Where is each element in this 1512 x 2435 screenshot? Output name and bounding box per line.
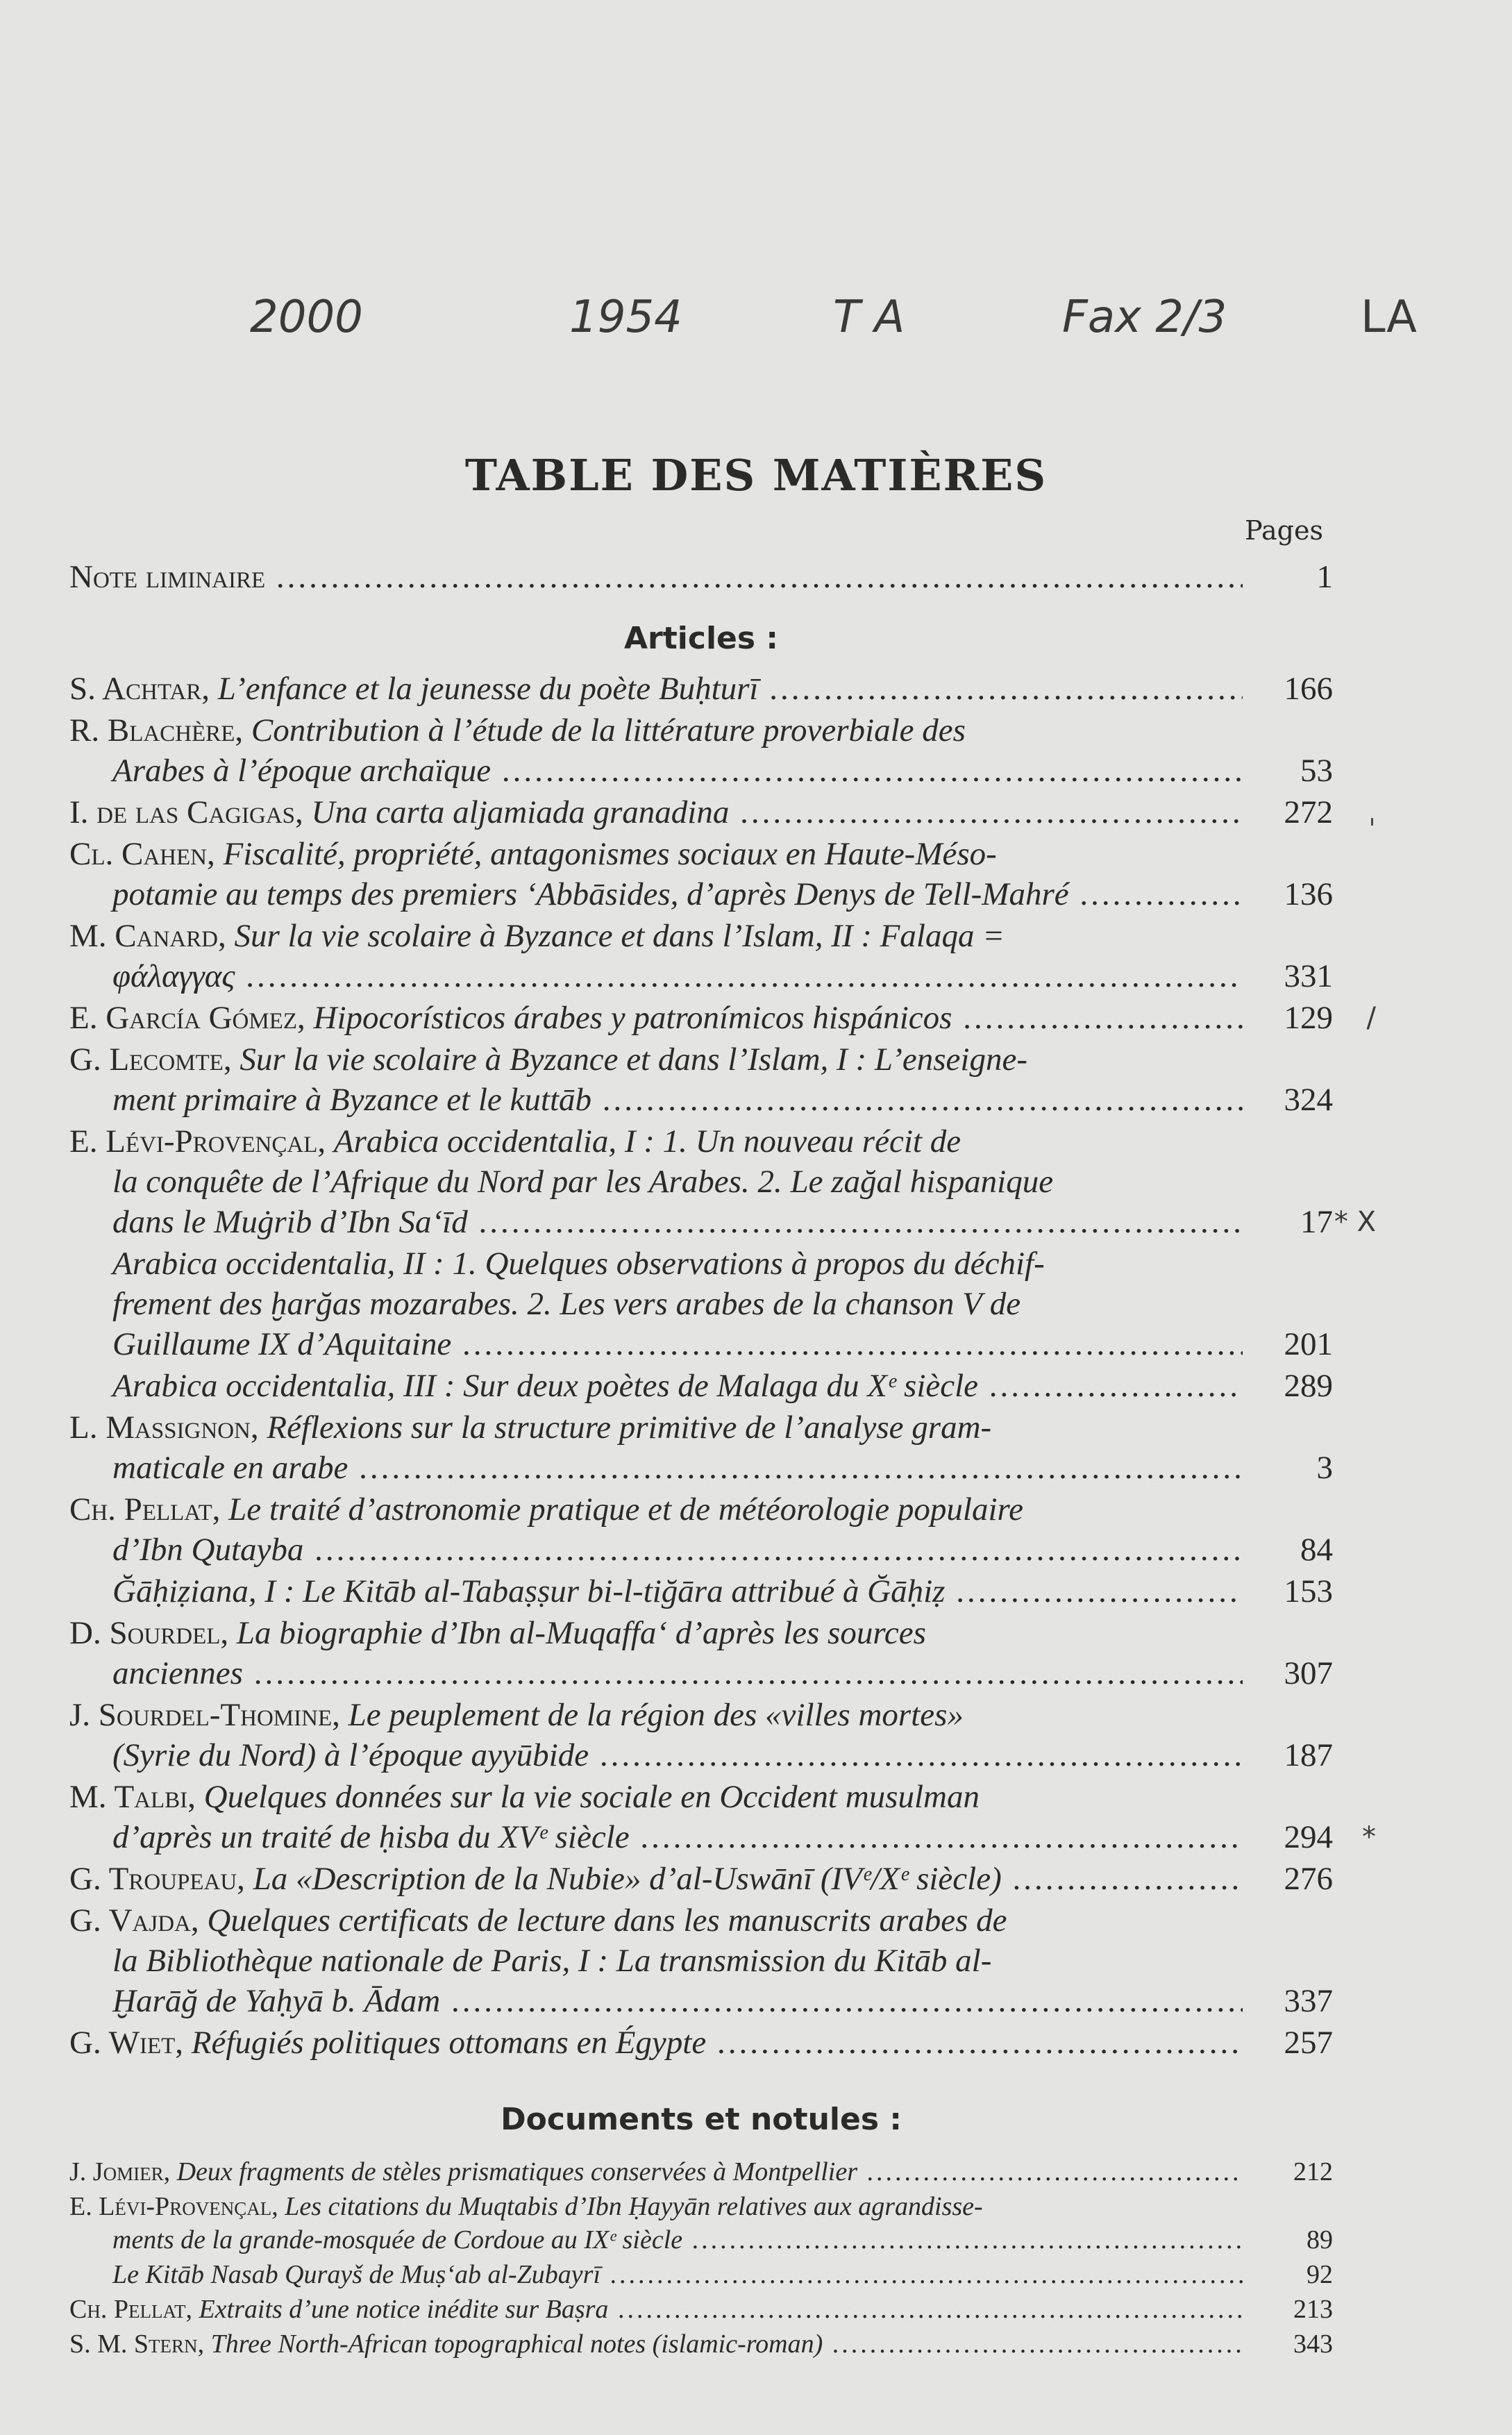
- toc-title-line: Sur la vie scolaire à Byzance et dans l’Islam, I : L’enseigne-: [240, 1041, 1027, 1078]
- toc-title-line: Sur la vie scolaire à Byzance et dans l’Islam, II : Falaqa =: [234, 918, 1005, 954]
- toc-author: E. Lévi-Provençal: [69, 1123, 318, 1160]
- toc-page-number: 343: [1293, 2329, 1333, 2359]
- section-heading-articles: Articles :: [624, 621, 778, 656]
- toc-page-number: 17: [1300, 1204, 1333, 1240]
- toc-author: G. Vajda: [69, 1902, 191, 1939]
- toc-entry-note: [69, 557, 1333, 597]
- toc-title-line: anciennes: [112, 1655, 243, 1691]
- toc-author: J. Jomier: [69, 2157, 164, 2186]
- toc-page-number: 53: [1300, 753, 1333, 789]
- toc-page-number: 294: [1284, 1819, 1333, 1855]
- toc-title-line: ment primaire à Byzance et le kuttāb: [112, 1082, 592, 1118]
- toc-author: Ch. Pellat: [69, 2295, 186, 2324]
- documents-list: [69, 2155, 1333, 2361]
- toc-author: M. Talbi: [69, 1779, 188, 1815]
- toc-title-line: Three North-African topographical notes (islamic-roman): [210, 2329, 823, 2359]
- toc-page-number: 1: [1316, 559, 1333, 595]
- handwritten-note: 1954: [569, 292, 682, 343]
- toc-author: I. de las Cagigas: [69, 794, 295, 830]
- toc-author: J. Sourdel-Thomine: [69, 1697, 333, 1733]
- toc-author: S. M. Stern: [69, 2329, 198, 2359]
- handwritten-note: LA: [1361, 292, 1417, 343]
- handwritten-annotations: [250, 292, 1444, 368]
- toc-page-number: 187: [1284, 1737, 1333, 1773]
- toc-title-line: dans le Muġrib d’Ibn Sa‘īd: [112, 1204, 468, 1240]
- toc-author: M. Canard: [69, 918, 218, 954]
- toc-title-line: L’enfance et la jeunesse du poète Buḥturī: [217, 671, 759, 707]
- toc-title-line: Fiscalité, propriété, antagonismes sociaux en Haute-Méso-: [223, 836, 997, 872]
- handwritten-mark: ˌ: [1368, 796, 1376, 828]
- toc-entry: [69, 2258, 1333, 2291]
- toc-page-number: 212: [1293, 2157, 1333, 2186]
- toc-title-line: Arabica occidentalia, II : 1. Quelques observations à propos du déchif-: [112, 1246, 1045, 1282]
- toc-title-line: maticale en arabe: [112, 1450, 348, 1486]
- toc-author: E. García Gómez: [69, 1000, 298, 1036]
- toc-author: G. Wiet: [69, 2025, 176, 2061]
- toc-entry: D. Sourdel, La biographie d’Ibn al-Muqaffa‘ d’après les sources anciennes ..... 307: [69, 1613, 1333, 1693]
- toc-title-line: ments de la grande-mosquée de Cordoue au IXᵉ siècle: [112, 2225, 683, 2254]
- handwritten-mark: *: [1362, 1821, 1376, 1853]
- toc-title-line: la Bibliothèque nationale de Paris, I : La transmission du Kitāb al-: [112, 1943, 992, 1979]
- toc-author: Cl. Cahen: [69, 836, 208, 872]
- handwritten-note: Fax 2/3: [1062, 292, 1227, 343]
- toc-entry: J. Sourdel-Thomine, Le peuplement de la région des «villes mortes» (Syrie du Nord) à l’époque ayyūbide ..... 187: [69, 1695, 1333, 1775]
- toc-page-number: 331: [1284, 958, 1333, 994]
- toc-author: G. Troupeau: [69, 1861, 237, 1897]
- toc-title-line: Arabica occidentalia, I : 1. Un nouveau récit de: [333, 1123, 961, 1160]
- toc-title-line: (Syrie du Nord) à l’époque ayyūbide: [112, 1737, 589, 1773]
- toc-entry: S. Achtar, L’enfance et la jeunesse du poète Buḥturī ..... 166: [69, 669, 1333, 709]
- toc-page-number: 324: [1284, 1082, 1333, 1118]
- toc-author: E. Lévi-Provençal: [69, 2192, 272, 2221]
- pages-column-label: Pages: [1245, 515, 1323, 546]
- toc-author: L. Massignon: [69, 1409, 251, 1446]
- toc-entry: [69, 1571, 1333, 1612]
- toc-title-line: la conquête de l’Afrique du Nord par les Arabes. 2. Le zağal hispanique: [112, 1164, 1054, 1200]
- toc-entry: [69, 1244, 1333, 1364]
- toc-author: Ch. Pellat: [69, 1491, 212, 1528]
- toc-title-line: Contribution à l’étude de la littérature proverbiale des: [251, 712, 966, 748]
- toc-entry: S. M. Stern, Three North-African topographical notes (islamic-roman) ..... 343: [69, 2327, 1333, 2361]
- toc-title-line: Extraits d’une notice inédite sur Baṣra: [199, 2295, 609, 2324]
- toc-label: Note liminaire: [69, 559, 266, 595]
- toc-title-line: Arabica occidentalia, III : Sur deux poètes de Malaga du Xᵉ siècle: [112, 1368, 979, 1404]
- toc-page-number: 136: [1284, 876, 1333, 912]
- toc-page-number: 166: [1284, 671, 1333, 707]
- page-title: TABLE DES MATIÈRES: [464, 450, 1048, 501]
- toc-entry: Ch. Pellat, Le traité d’astronomie pratique et de météorologie populaire d’Ibn Qutayba ..... 84: [69, 1489, 1333, 1570]
- toc-page-number: 272: [1284, 794, 1333, 830]
- toc-title-line: Les citations du Muqtabis d’Ibn Ḥayyān relatives aux agrandisse-: [285, 2192, 983, 2221]
- toc-page-number: 307: [1284, 1655, 1333, 1691]
- toc-title-line: Le traité d’astronomie pratique et de météorologie populaire: [228, 1491, 1023, 1528]
- toc-title-line: Réflexions sur la structure primitive de l’analyse gram-: [267, 1409, 992, 1446]
- toc-title-line: frement des ḫarğas mozarabes. 2. Les vers arabes de la chanson V de: [112, 1286, 1021, 1322]
- toc-title-line: La biographie d’Ibn al-Muqaffa‘ d’après les sources: [236, 1615, 926, 1651]
- toc-page-number: 337: [1284, 1983, 1333, 2019]
- toc-author: R. Blachère: [69, 712, 235, 748]
- toc-author: D. Sourdel: [69, 1615, 221, 1651]
- toc-author: S. Achtar: [69, 671, 202, 707]
- toc-title-line: Guillaume IX d’Aquitaine: [112, 1326, 452, 1362]
- toc-title-line: d’Ibn Qutayba: [112, 1532, 304, 1568]
- articles-list: [69, 669, 1376, 2063]
- toc-title-line: Réfugiés politiques ottomans en Égypte: [191, 2025, 707, 2061]
- toc-page-number: 89: [1307, 2225, 1333, 2254]
- toc-title-line: Le Kitāb Nasab Qurayš de Muṣ‘ab al-Zubayrī: [112, 2260, 600, 2289]
- toc-page-number: 201: [1284, 1326, 1333, 1362]
- toc-entry: Cl. Cahen, Fiscalité, propriété, antagonismes sociaux en Haute-Méso- potamie au temps des premiers ‘Abbāsides, d’après Denys de Tell-Mahré ..... 136: [69, 834, 1333, 914]
- handwritten-note: T A: [833, 292, 905, 343]
- toc-title-line: Quelques certificats de lecture dans les manuscrits arabes de: [207, 1902, 1007, 1939]
- toc-title-line: Deux fragments de stèles prismatiques conservées à Montpellier: [176, 2157, 857, 2186]
- toc-title-line: d’après un traité de ḥisba du XVᵉ siècle: [112, 1819, 630, 1855]
- toc-page-number: 3: [1316, 1450, 1333, 1486]
- toc-page-number: 257: [1284, 2025, 1333, 2061]
- toc-author: G. Lecomte: [69, 1041, 224, 1078]
- toc-title-line: La «Description de la Nubie» d’al-Uswānī (IVᵉ/Xᵉ siècle): [253, 1861, 1002, 1897]
- toc-page-number: 276: [1284, 1861, 1333, 1897]
- toc-entry: G. Wiet, Réfugiés politiques ottomans en Égypte ..... 257: [69, 2023, 1333, 2063]
- toc-entry: Ch. Pellat, Extraits d’une notice inédite sur Baṣra ..... 213: [69, 2293, 1333, 2326]
- toc-entry: E. Lévi-Provençal, Les citations du Muqtabis d’Ibn Ḥayyān relatives aux agrandisse- ments de la grande-mosquée de Cordoue au IXᵉ siècle ..... 89: [69, 2190, 1333, 2257]
- table-of-contents: [69, 555, 1376, 2361]
- toc-entry: G. Troupeau, La «Description de la Nubie» d’al-Uswānī (IVᵉ/Xᵉ siècle) ..... 276: [69, 1859, 1333, 1899]
- toc-page-number: 153: [1284, 1573, 1333, 1609]
- toc-entry: [69, 1366, 1333, 1406]
- toc-entry: M. Talbi, Quelques données sur la vie sociale en Occident musulman d’après un traité de ḥisba du XVᵉ siècle ..... 294 *: [69, 1777, 1333, 1857]
- toc-entry: J. Jomier, Deux fragments de stèles prismatiques conservées à Montpellier ..... 212: [69, 2155, 1333, 2189]
- handwritten-mark: * X: [1334, 1206, 1376, 1238]
- toc-entry: G. Lecomte, Sur la vie scolaire à Byzance et dans l’Islam, I : L’enseigne- ment primaire à Byzance et le kuttāb ..... 324: [69, 1039, 1333, 1120]
- handwritten-mark: /: [1366, 1002, 1376, 1034]
- toc-page-number: 129: [1284, 1000, 1333, 1036]
- toc-title-line: Le peuplement de la région des «villes mortes»: [348, 1697, 964, 1733]
- toc-entry: E. Lévi-Provençal, Arabica occidentalia, I : 1. Un nouveau récit de la conquête de l’Afrique du Nord par les Arabes. 2. Le zağal hispanique dans le Muġrib d’Ibn Sa‘īd ..... 17 * X: [69, 1121, 1333, 1242]
- handwritten-note: 2000: [250, 292, 363, 343]
- toc-title-line: Quelques données sur la vie sociale en Occident musulman: [203, 1779, 980, 1815]
- toc-entry: E. García Gómez, Hipocorísticos árabes y patronímicos hispánicos ..... 129 /: [69, 998, 1333, 1038]
- toc-entry: I. de las Cagigas, Una carta aljamiada granadina ..... 272 ˌ: [69, 792, 1333, 832]
- toc-title-line: Ğāḥiẓiana, I : Le Kitāb al-Tabaṣṣur bi-l-tiğāra attribué à Ğāḥiẓ: [112, 1573, 946, 1609]
- toc-entry: R. Blachère, Contribution à l’étude de la littérature proverbiale des Arabes à l’époque archaïque ..... 53: [69, 710, 1333, 791]
- toc-title-line: Hipocorísticos árabes y patronímicos hispánicos: [313, 1000, 952, 1036]
- toc-title-line: potamie au temps des premiers ‘Abbāsides, d’après Denys de Tell-Mahré: [112, 876, 1069, 912]
- toc-entry: M. Canard, Sur la vie scolaire à Byzance et dans l’Islam, II : Falaqa = φάλαγγας ..... 331: [69, 916, 1333, 996]
- toc-page-number: 213: [1293, 2295, 1333, 2324]
- section-heading-documents: Documents et notules :: [501, 2102, 902, 2137]
- toc-entry: G. Vajda, Quelques certificats de lecture dans les manuscrits arabes de la Bibliothèque nationale de Paris, I : La transmission du Kitāb al- Ḫarāğ de Yaḥyā b. Ādam ..... 337: [69, 1900, 1333, 2021]
- toc-page-number: 289: [1284, 1368, 1333, 1404]
- toc-entry: L. Massignon, Réflexions sur la structure primitive de l’analyse gram- maticale en arabe ..... 3: [69, 1407, 1333, 1488]
- toc-title-line: Ḫarāğ de Yaḥyā b. Ādam: [112, 1983, 441, 2019]
- toc-page-number: 92: [1307, 2260, 1333, 2289]
- toc-title-line: φάλαγγας: [112, 958, 235, 994]
- toc-title-line: Una carta aljamiada granadina: [311, 794, 730, 830]
- toc-title-line: Arabes à l’époque archaïque: [112, 753, 492, 789]
- toc-page-number: 84: [1300, 1532, 1333, 1568]
